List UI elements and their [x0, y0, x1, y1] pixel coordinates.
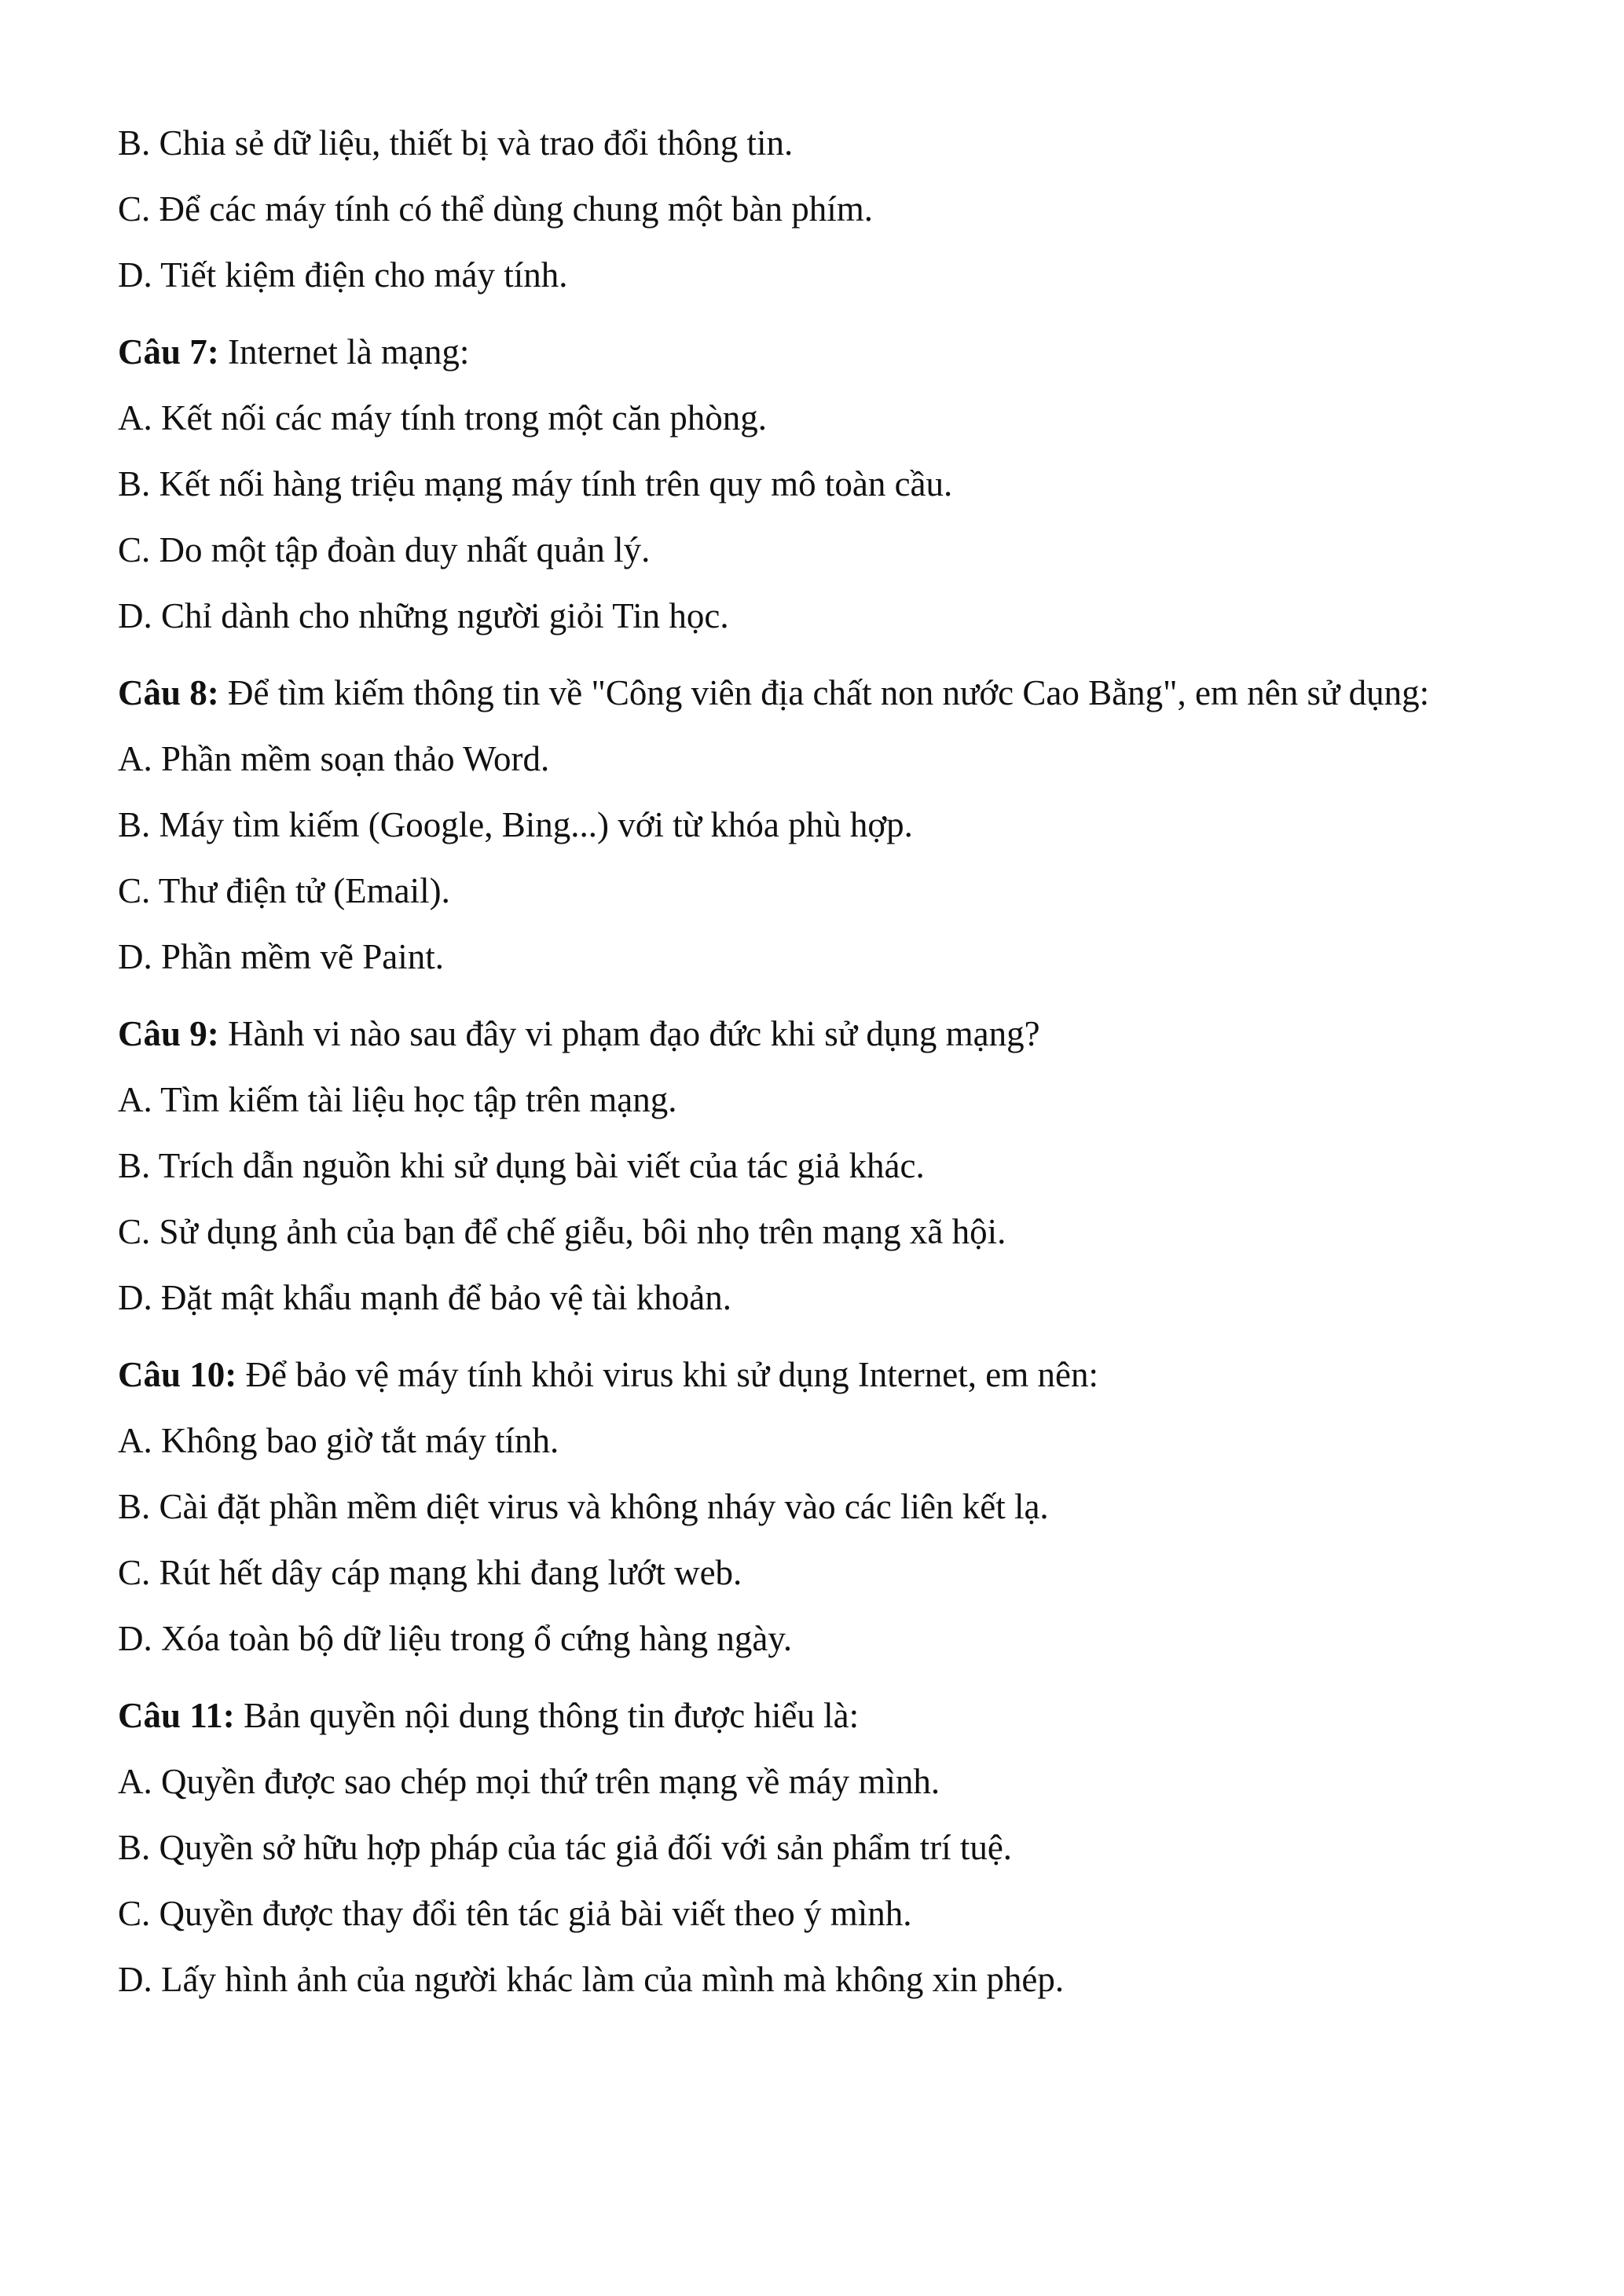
- question-body: Internet là mạng:: [228, 332, 470, 372]
- question-11: [118, 1683, 1532, 2012]
- question-text: [118, 1683, 1532, 1749]
- option: C. Sử dụng ảnh của bạn để chế giễu, bôi nhọ trên mạng xã hội.: [118, 1212, 1006, 1251]
- option: A. Không bao giờ tắt máy tính.: [118, 1421, 559, 1460]
- question-body: Hành vi nào sau đây vi phạm đạo đức khi sử dụng mạng?: [228, 1014, 1040, 1053]
- option: A. Quyền được sao chép mọi thứ trên mạng về máy mình.: [118, 1762, 940, 1801]
- option: C. Để các máy tính có thể dùng chung một bàn phím.: [118, 189, 874, 229]
- question-body: Để bảo vệ máy tính khỏi virus khi sử dụng Internet, em nên:: [245, 1355, 1098, 1394]
- option: A. Kết nối các máy tính trong một căn phòng.: [118, 398, 768, 438]
- question-text: [118, 319, 1532, 385]
- question-label: Câu 8:: [118, 673, 219, 712]
- question-text: [118, 660, 1532, 726]
- question-9: [118, 1001, 1532, 1331]
- question-7: [118, 319, 1532, 649]
- question-body: Bản quyền nội dung thông tin được hiểu là:: [244, 1696, 860, 1735]
- option: B. Trích dẫn nguồn khi sử dụng bài viết của tác giả khác.: [118, 1146, 925, 1185]
- option: D. Phần mềm vẽ Paint.: [118, 937, 444, 976]
- question-10: [118, 1342, 1532, 1672]
- option: B. Kết nối hàng triệu mạng máy tính trên quy mô toàn cầu.: [118, 464, 953, 504]
- question-body: Để tìm kiếm thông tin về "Công viên địa chất non nước Cao Bằng", em nên sử dụng:: [228, 673, 1430, 712]
- option: D. Đặt mật khẩu mạnh để bảo vệ tài khoản.: [118, 1278, 732, 1317]
- option: D. Xóa toàn bộ dữ liệu trong ổ cứng hàng ngày.: [118, 1619, 793, 1658]
- option: B. Quyền sở hữu hợp pháp của tác giả đối với sản phẩm trí tuệ.: [118, 1828, 1013, 1867]
- document-page: [118, 110, 1532, 2012]
- continued-options: [118, 110, 1532, 308]
- option: C. Quyền được thay đổi tên tác giả bài viết theo ý mình.: [118, 1894, 912, 1933]
- option: A. Phần mềm soạn thảo Word.: [118, 739, 550, 778]
- option: B. Cài đặt phần mềm diệt virus và không nháy vào các liên kết lạ.: [118, 1487, 1049, 1526]
- question-8: [118, 660, 1532, 990]
- question-label: Câu 10:: [118, 1355, 237, 1394]
- question-label: Câu 7:: [118, 332, 219, 372]
- option: C. Thư điện tử (Email).: [118, 871, 450, 910]
- question-label: Câu 11:: [118, 1696, 235, 1735]
- question-text: [118, 1001, 1532, 1067]
- option: C. Rút hết dây cáp mạng khi đang lướt web.: [118, 1553, 742, 1592]
- option: A. Tìm kiếm tài liệu học tập trên mạng.: [118, 1080, 677, 1119]
- option: D. Chỉ dành cho những người giỏi Tin học.: [118, 596, 729, 635]
- option: C. Do một tập đoàn duy nhất quản lý.: [118, 530, 651, 569]
- option: D. Tiết kiệm điện cho máy tính.: [118, 255, 568, 295]
- option: B. Chia sẻ dữ liệu, thiết bị và trao đổi thông tin.: [118, 123, 794, 163]
- option: D. Lấy hình ảnh của người khác làm của mình mà không xin phép.: [118, 1960, 1065, 1999]
- question-label: Câu 9:: [118, 1014, 219, 1053]
- option: B. Máy tìm kiếm (Google, Bing...) với từ khóa phù hợp.: [118, 805, 913, 844]
- question-text: [118, 1342, 1532, 1408]
